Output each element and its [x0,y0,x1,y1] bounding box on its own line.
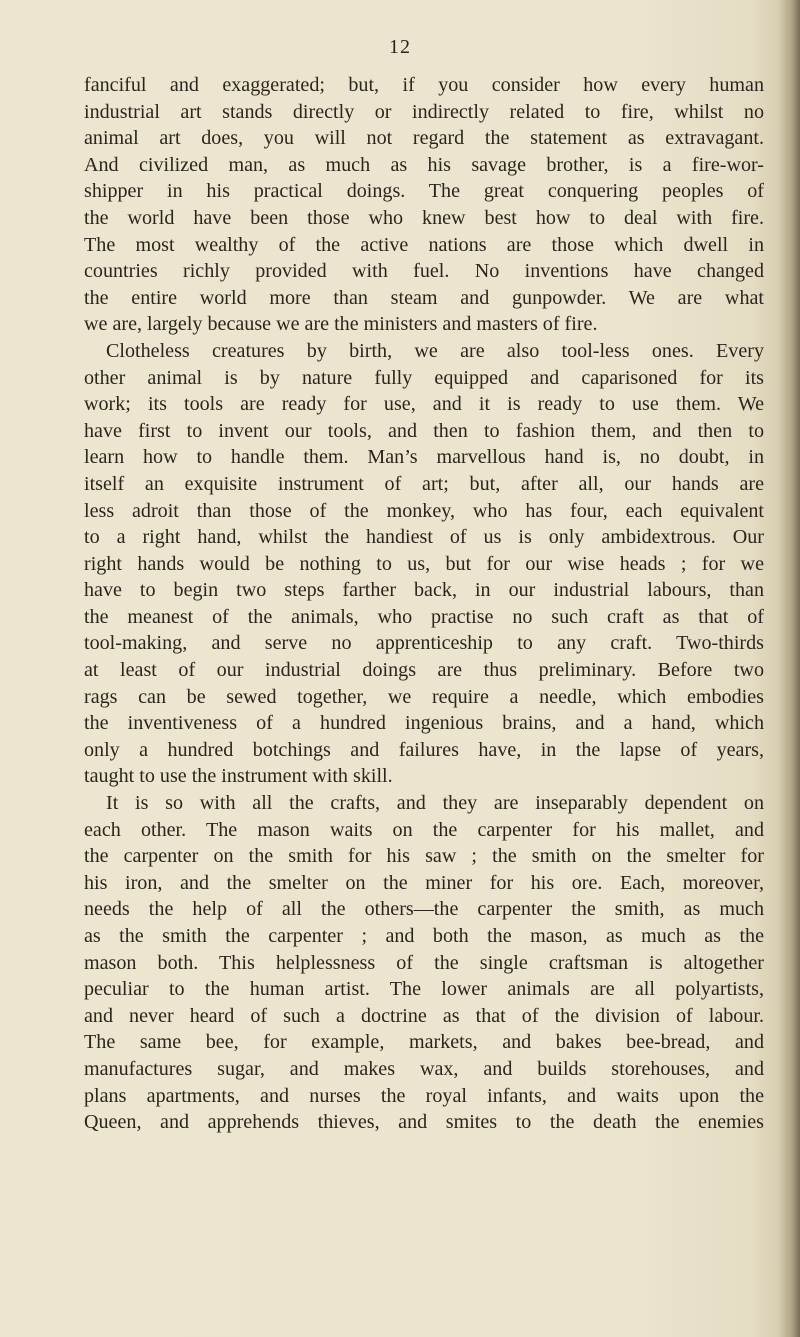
text-line: at least of our industrial doings are thus preliminary. Before two [84,659,764,682]
text-line: the world have been those who knew best how to deal with fire. [84,206,764,229]
text-line: The same bee, for example, markets, and bakes bee-bread, and [84,1031,764,1054]
text-line: each other. The mason waits on the carpenter for his mallet, and [84,818,764,841]
text-line: right hands would be nothing to us, but for our wise heads ; for we [84,552,764,575]
text-line: work; its tools are ready for use, and it is ready to use them. We [84,393,764,416]
page-edge-shadow [778,0,800,1337]
text-line: shipper in his practical doings. The great conquering peoples of [84,180,764,203]
text-line: the meanest of the animals, who practise no such craft as that of [84,605,764,628]
text-line: we are, largely because we are the ministers and masters of fire. [84,313,598,336]
text-line: plans apartments, and nurses the royal infants, and waits upon the [84,1084,764,1107]
page-number: 12 [389,36,411,58]
paragraph-first-line: Clotheless creatures by birth, we are also tool-less ones. Every [106,339,764,362]
text-line: only a hundred botchings and failures have, in the lapse of years, [84,738,764,761]
text-line: industrial art stands directly or indirectly related to fire, whilst no [84,100,764,123]
paragraph-first-line: It is so with all the crafts, and they are inseparably dependent on [106,792,764,815]
text-line: have first to invent our tools, and then to fashion them, and then to [84,419,764,442]
text-line: And civilized man, as much as his savage brother, is a fire-wor- [84,153,764,176]
text-line: mason both. This helplessness of the single craftsman is altogether [84,951,764,974]
text-line: less adroit than those of the monkey, who has four, each equivalent [84,499,764,522]
text-line: countries richly provided with fuel. No inventions have changed [84,260,764,283]
text-line: the carpenter on the smith for his saw ; the smith on the smelter for [84,845,764,868]
text-line: needs the help of all the others—the carpenter the smith, as much [84,898,764,921]
text-line: fanciful and exaggerated; but, if you consider how every human [84,74,764,96]
text-line: and never heard of such a doctrine as that of the division of labour. [84,1004,764,1027]
text-line: learn how to handle them. Man’s marvellous hand is, no doubt, in [84,446,764,469]
text-line: other animal is by nature fully equipped and caparisoned for its [84,366,764,389]
text-line: tool-making, and serve no apprenticeship to any craft. Two-thirds [84,632,764,655]
text-line: his iron, and the smelter on the miner for his ore. Each, moreover, [84,871,764,894]
text-line: peculiar to the human artist. The lower animals are all polyartists, [84,978,764,1001]
text-line: taught to use the instrument with skill. [84,765,393,788]
text-line: itself an exquisite instrument of art; but, after all, our hands are [84,472,764,495]
text-line: to a right hand, whilst the handiest of us is only ambidextrous. Our [84,526,764,549]
text-line: animal art does, you will not regard the statement as extravagant. [84,127,764,150]
body-text [84,72,764,1136]
text-line: the inventiveness of a hundred ingenious brains, and a hand, which [84,712,764,735]
text-line: Queen, and apprehends thieves, and smites to the death the enemies [84,1111,764,1134]
text-line: the entire world more than steam and gunpowder. We are what [84,286,764,309]
text-line: as the smith the carpenter ; and both the mason, as much as the [84,925,764,947]
text-line: manufactures sugar, and makes wax, and builds storehouses, and [84,1057,764,1080]
text-line: have to begin two steps farther back, in our industrial labours, than [84,579,764,602]
text-line: rags can be sewed together, we require a needle, which embodies [84,685,764,708]
text-line: The most wealthy of the active nations are those which dwell in [84,233,764,256]
